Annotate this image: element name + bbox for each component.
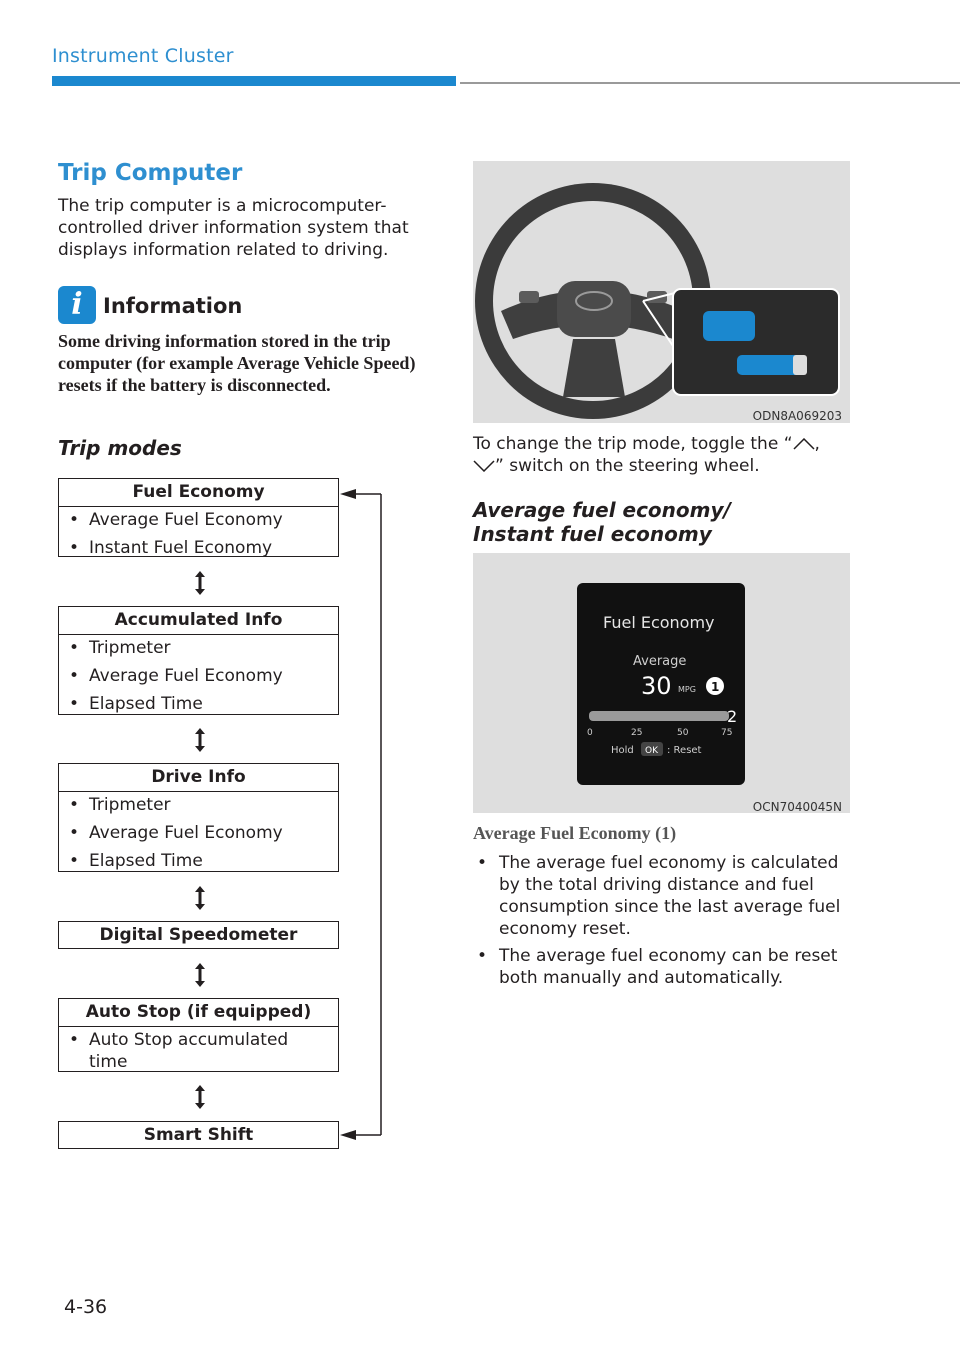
chevron-up-icon (793, 438, 815, 450)
callout-2: 2 (727, 707, 738, 726)
average-fuel-economy-subheading: Average Fuel Economy (1) (473, 823, 677, 843)
information-body: Some driving information stored in the trip computer (for example Average Vehicle Speed) resets if the battery is disconnected. (58, 331, 416, 395)
scale-tick: 25 (631, 728, 643, 738)
intro-paragraph: The trip computer is a microcomputer-controlled driver information system that displays information related to driving. (58, 196, 409, 260)
hold-label: Hold (611, 745, 634, 756)
mode-item: • Instant Fuel Economy (59, 537, 338, 559)
screen-label: Average (633, 654, 687, 669)
trip-modes-heading: Trip modes (58, 436, 182, 460)
figure-caption: ODN8A069203 (752, 409, 842, 423)
mode-item: • Average Fuel Economy (59, 822, 338, 844)
mode-item: • Average Fuel Economy (59, 665, 338, 687)
mode-item: • Auto Stop accumulated time (59, 1029, 304, 1073)
mode-item: • Elapsed Time (59, 693, 338, 715)
mode-title: Drive Info (59, 764, 338, 792)
reset-label: : Reset (667, 745, 702, 756)
ok-label: OK (645, 746, 658, 756)
up-down-arrow-icon (193, 570, 207, 596)
information-icon: i (58, 286, 96, 324)
information-title: Information (103, 294, 243, 318)
mode-box-digital-speedometer (58, 921, 339, 949)
heading-line: Instant fuel economy (473, 522, 712, 546)
mode-title: Digital Speedometer (99, 925, 298, 945)
mode-box-accumulated-info (58, 606, 339, 715)
mode-item: • Elapsed Time (59, 850, 338, 872)
header-rule-gray (460, 82, 960, 84)
bullet-item: • The average fuel economy is calculated by the total driving distance and fuel consumption since the last average fuel economy reset. (473, 852, 848, 940)
up-down-arrow-icon (193, 1084, 207, 1110)
mode-title: Smart Shift (143, 1125, 254, 1145)
up-down-arrow-icon (193, 885, 207, 911)
screen-unit: MPG (678, 685, 696, 694)
screen-title: Fuel Economy (603, 613, 715, 632)
toggle-text-part: ” switch on the steering wheel. (495, 456, 760, 476)
trip-computer-heading: Trip Computer (58, 160, 243, 186)
toggle-text-part: , (814, 434, 820, 454)
toggle-instruction (473, 433, 858, 477)
mode-title: Auto Stop (if equipped) (59, 999, 338, 1027)
mode-title: Fuel Economy (59, 479, 338, 507)
loop-connector (336, 485, 386, 1141)
screen-value: 30 (641, 672, 672, 700)
mode-box-auto-stop (58, 998, 339, 1072)
toggle-text-part: To change the trip mode, toggle the “ (473, 434, 793, 454)
cluster-display-photo (473, 553, 850, 813)
scale-tick: 50 (677, 728, 689, 738)
steering-wheel-photo (473, 161, 850, 423)
section-title: Instrument Cluster (52, 45, 234, 67)
fuel-bar (589, 711, 729, 721)
up-down-arrow-icon (193, 962, 207, 988)
mode-item: • Tripmeter (59, 637, 338, 659)
up-down-arrow-icon (193, 727, 207, 753)
heading-line: Average fuel economy/ (473, 498, 731, 522)
callout-1: 1 (711, 680, 720, 694)
scale-tick: 0 (587, 728, 593, 738)
page-number: 4-36 (64, 1296, 108, 1318)
mode-item: • Tripmeter (59, 794, 338, 816)
bullet-item: • The average fuel economy can be reset both manually and automatically. (473, 945, 848, 989)
mode-box-fuel-economy (58, 478, 339, 557)
header-rule-blue (52, 76, 456, 86)
average-fuel-economy-heading (473, 498, 858, 546)
chevron-down-icon (473, 460, 495, 472)
figure-caption: OCN7040045N (752, 800, 842, 814)
mode-item: • Average Fuel Economy (59, 509, 338, 531)
mode-title: Accumulated Info (59, 607, 338, 635)
mode-box-drive-info (58, 763, 339, 872)
mode-box-smart-shift (58, 1121, 339, 1149)
scale-tick: 75 (721, 728, 733, 738)
